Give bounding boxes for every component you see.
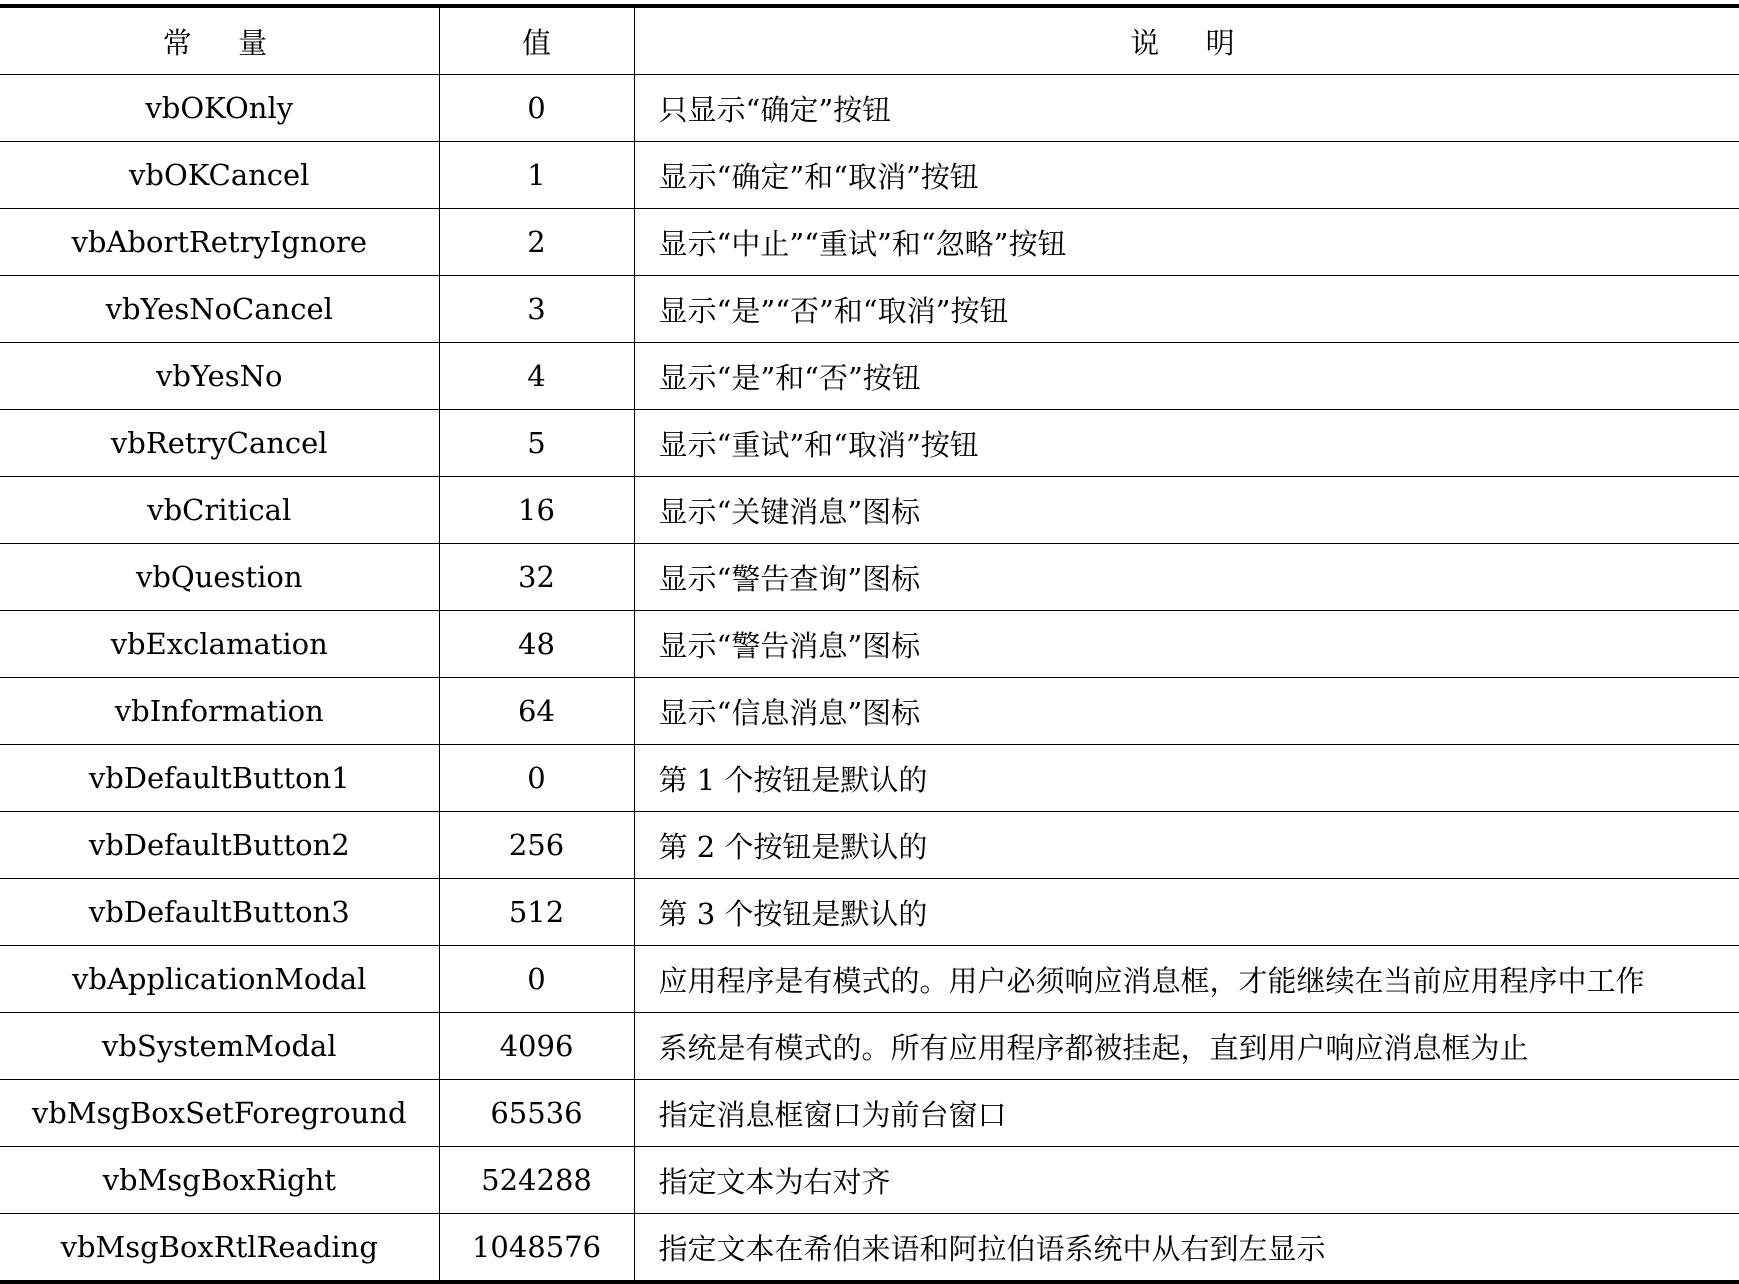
constant-description-cell: 显示“中止”“重试”和“忽略”按钮	[634, 209, 1739, 276]
constant-value-cell: 16	[439, 477, 634, 544]
constant-value-cell: 0	[439, 75, 634, 142]
msgbox-constants-table	[0, 4, 1739, 1284]
constant-name-cell: vbMsgBoxRtlReading	[0, 1214, 439, 1283]
constant-description-cell: 指定文本在希伯来语和阿拉伯语系统中从右到左显示	[634, 1214, 1739, 1283]
constant-description-cell: 指定消息框窗口为前台窗口	[634, 1080, 1739, 1147]
constant-description-cell: 指定文本为右对齐	[634, 1147, 1739, 1214]
table-row	[0, 745, 1739, 812]
constant-description-cell: 显示“确定”和“取消”按钮	[634, 142, 1739, 209]
constant-name-cell: vbMsgBoxRight	[0, 1147, 439, 1214]
table-header	[0, 6, 1739, 75]
constant-name-cell: vbOKCancel	[0, 142, 439, 209]
table-row	[0, 142, 1739, 209]
constant-value-cell: 0	[439, 946, 634, 1013]
constant-name-cell: vbDefaultButton1	[0, 745, 439, 812]
constant-value-cell: 524288	[439, 1147, 634, 1214]
constant-description-cell: 显示“警告消息”图标	[634, 611, 1739, 678]
constant-name-cell: vbRetryCancel	[0, 410, 439, 477]
header-row	[0, 6, 1739, 75]
constant-description-cell: 显示“关键消息”图标	[634, 477, 1739, 544]
table-row	[0, 477, 1739, 544]
constant-name-cell: vbQuestion	[0, 544, 439, 611]
constant-value-cell: 2	[439, 209, 634, 276]
constant-description-cell: 第 1 个按钮是默认的	[634, 745, 1739, 812]
constant-name-cell: vbOKOnly	[0, 75, 439, 142]
table-row	[0, 410, 1739, 477]
table-row	[0, 544, 1739, 611]
header-constant: 常 量	[0, 6, 439, 75]
table-row	[0, 209, 1739, 276]
constant-description-cell: 显示“是”和“否”按钮	[634, 343, 1739, 410]
constant-name-cell: vbYesNoCancel	[0, 276, 439, 343]
table-row	[0, 1080, 1739, 1147]
constant-name-cell: vbYesNo	[0, 343, 439, 410]
constant-name-cell: vbSystemModal	[0, 1013, 439, 1080]
constant-value-cell: 4	[439, 343, 634, 410]
table-row	[0, 1013, 1739, 1080]
constant-value-cell: 32	[439, 544, 634, 611]
constant-value-cell: 64	[439, 678, 634, 745]
constant-name-cell: vbApplicationModal	[0, 946, 439, 1013]
constant-name-cell: vbExclamation	[0, 611, 439, 678]
constant-description-cell: 应用程序是有模式的。用户必须响应消息框，才能继续在当前应用程序中工作	[634, 946, 1739, 1013]
constant-value-cell: 1	[439, 142, 634, 209]
table-row	[0, 678, 1739, 745]
header-description: 说 明	[634, 6, 1739, 75]
constant-value-cell: 512	[439, 879, 634, 946]
table-row	[0, 343, 1739, 410]
table-row	[0, 1147, 1739, 1214]
table-body	[0, 75, 1739, 1283]
table-row	[0, 276, 1739, 343]
constant-value-cell: 0	[439, 745, 634, 812]
constant-description-cell: 第 3 个按钮是默认的	[634, 879, 1739, 946]
constant-description-cell: 显示“是”“否”和“取消”按钮	[634, 276, 1739, 343]
table-row	[0, 812, 1739, 879]
constant-name-cell: vbMsgBoxSetForeground	[0, 1080, 439, 1147]
constant-description-cell: 系统是有模式的。所有应用程序都被挂起，直到用户响应消息框为止	[634, 1013, 1739, 1080]
table-row	[0, 1214, 1739, 1283]
constant-name-cell: vbCritical	[0, 477, 439, 544]
table-row	[0, 879, 1739, 946]
header-value: 值	[439, 6, 634, 75]
constant-description-cell: 显示“警告查询”图标	[634, 544, 1739, 611]
constant-value-cell: 3	[439, 276, 634, 343]
constant-name-cell: vbDefaultButton3	[0, 879, 439, 946]
constant-name-cell: vbAbortRetryIgnore	[0, 209, 439, 276]
constant-description-cell: 显示“重试”和“取消”按钮	[634, 410, 1739, 477]
constant-value-cell: 65536	[439, 1080, 634, 1147]
constant-value-cell: 1048576	[439, 1214, 634, 1283]
constant-description-cell: 只显示“确定”按钮	[634, 75, 1739, 142]
constant-description-cell: 第 2 个按钮是默认的	[634, 812, 1739, 879]
constant-value-cell: 256	[439, 812, 634, 879]
constant-name-cell: vbInformation	[0, 678, 439, 745]
constant-description-cell: 显示“信息消息”图标	[634, 678, 1739, 745]
constant-value-cell: 5	[439, 410, 634, 477]
table-row	[0, 611, 1739, 678]
constant-value-cell: 48	[439, 611, 634, 678]
constant-value-cell: 4096	[439, 1013, 634, 1080]
table-row	[0, 75, 1739, 142]
constant-name-cell: vbDefaultButton2	[0, 812, 439, 879]
table-row	[0, 946, 1739, 1013]
